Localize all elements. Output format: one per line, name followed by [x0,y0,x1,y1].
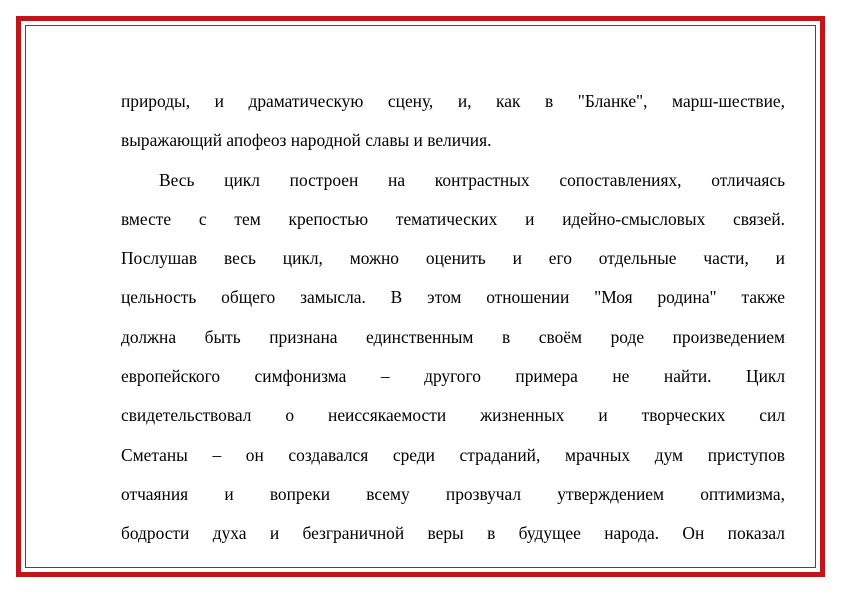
text-line: Весь цикл построен на контрастных сопоставлениях, отличаясь [159,169,785,190]
text-line: европейского симфонизма – другого примера не найти. Цикл [121,366,785,387]
text-line: должна быть признана единственным в своём роде произведением [121,326,785,347]
text-line: природы, и драматическую сцену, и, как в "Бланке", марш-шествие, [121,91,785,111]
text-line: выражающий апофеоз народной славы и величия. [121,130,492,151]
text-line: вместе с тем крепостью тематических и идейно-смысловых связей. [121,208,785,229]
text-line: отчаяния и вопреки всему прозвучал утверждением оптимизма, [121,483,785,504]
text-line: Сметаны – он создавался среди страданий, мрачных дум приступов [121,444,785,465]
text-line: свидетельствовал о неиссякаемости жизненных и творческих сил [121,405,785,426]
text-line: Послушав весь цикл, можно оценить и его отдельные части, и [121,248,785,269]
text-line: бодрости духа и безграничной веры в будущее народа. Он показал [121,523,785,544]
text-line: цельность общего замысла. В этом отношении "Моя родина" также [121,287,785,308]
body-text [121,82,785,554]
